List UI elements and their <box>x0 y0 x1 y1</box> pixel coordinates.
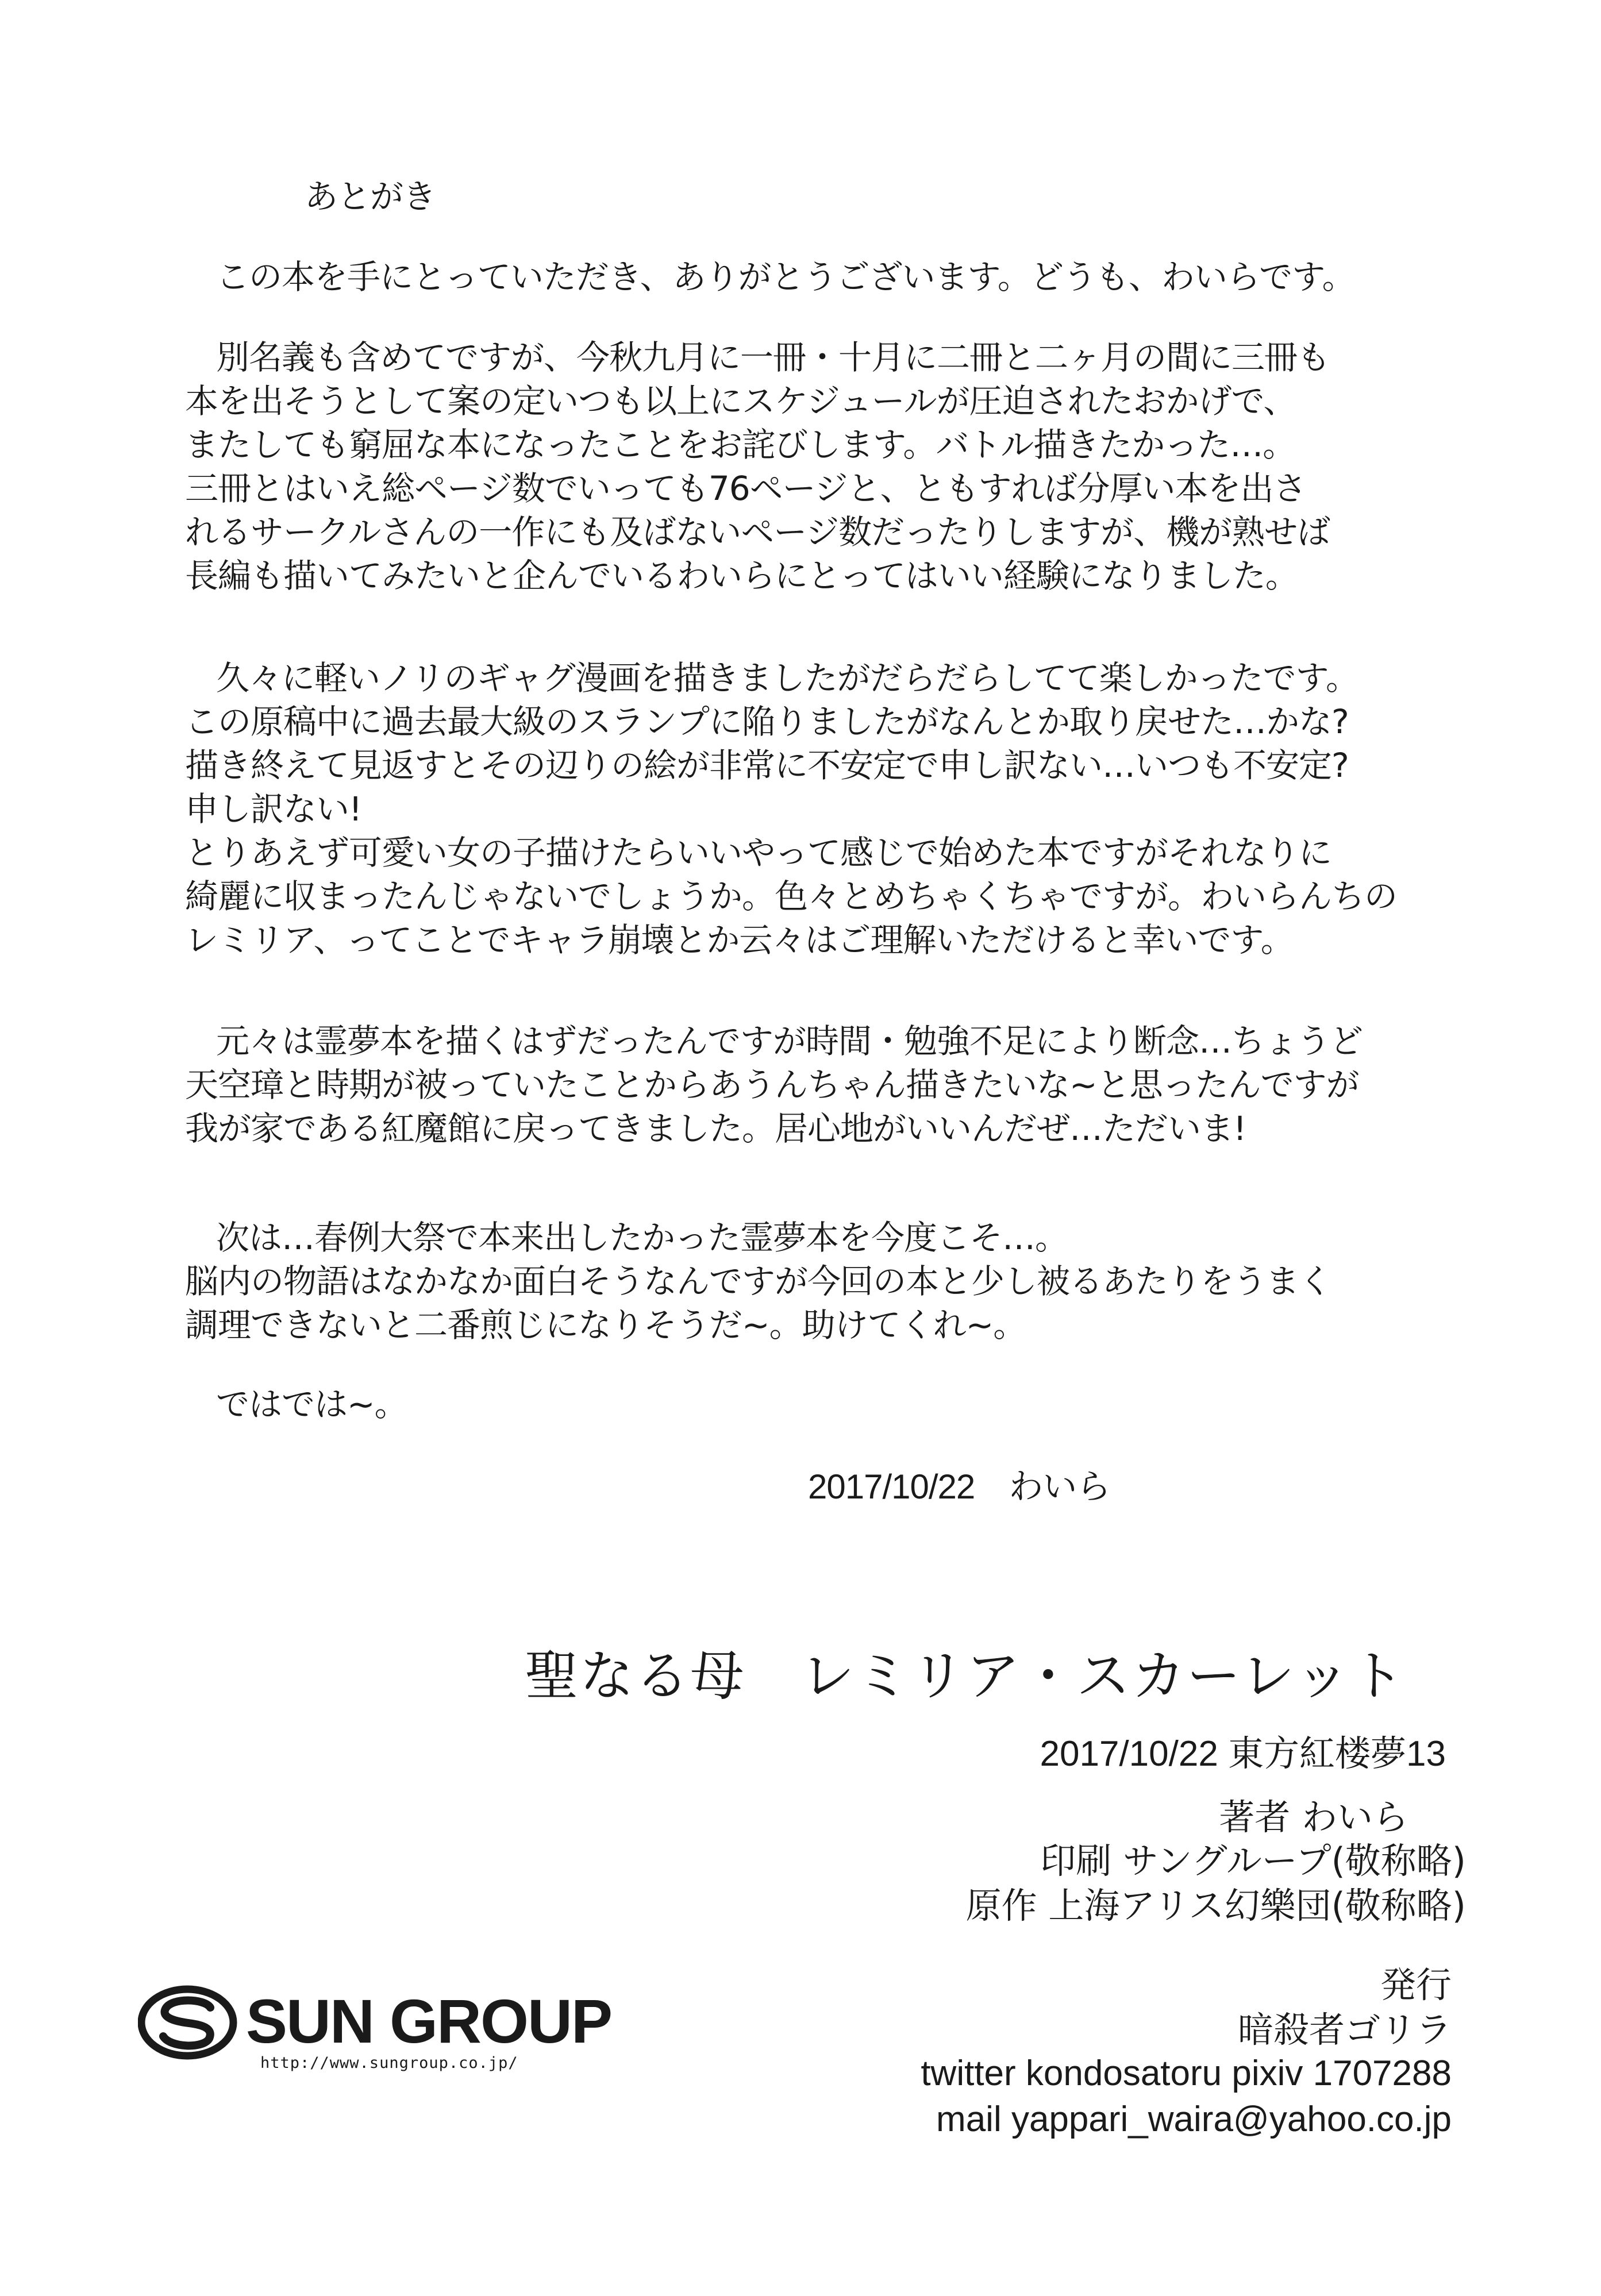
afterword-line: 長編も描いてみたいと企んでいるわいらにとってはいい経験になりました。 <box>185 556 1298 595</box>
afterword-line: またしても窮屈な本になったことをお詫びします。バトル描きたかった…。 <box>185 425 1296 464</box>
publisher-name: 暗殺者ゴリラ <box>1237 2009 1452 2051</box>
afterword-line: とりあえず可愛い女の子描けたらいいやって感じで始めた本ですがそれなりに <box>185 833 1332 872</box>
afterword-line: 本を出そうとして案の定いつも以上にスケジュールが圧迫されたおかげで、 <box>185 382 1296 421</box>
afterword-line: 元々は霊夢本を描くはずだったんですが時間・勉強不足により断念…ちょうど <box>216 1022 1363 1061</box>
afterword-heading: あとがき <box>305 177 436 216</box>
afterword-line: 脳内の物語はなかなか面白そうなんですが今回の本と少し被るあたりをうまく <box>185 1262 1332 1301</box>
afterword-line: この原稿中に過去最大級のスランプに陥りましたがなんとか取り戻せた…かな? <box>185 702 1349 741</box>
original-credit: 原作 上海アリス幻樂団(敬称略) <box>965 1885 1466 1927</box>
afterword-line: 描き終えて見返すとその辺りの絵が非常に不安定で申し訳ない…いつも不安定? <box>185 746 1349 785</box>
afterword-line: れるサークルさんの一作にも及ばないページ数だったりしますが、機が熟せば <box>185 513 1330 552</box>
afterword-line: 申し訳ない! <box>185 789 362 829</box>
afterword-line: 久々に軽いノリのギャグ漫画を描きましたがだらだらしてて楽しかったです。 <box>216 658 1359 698</box>
afterword-line: 調理できないと二番煎じになりそうだ~。助けてくれ~。 <box>185 1305 1026 1345</box>
mail-address: mail yappari_waira@yahoo.co.jp <box>936 2099 1452 2139</box>
event-info: 2017/10/22 東方紅楼夢13 <box>1040 1734 1446 1774</box>
afterword-line: 三冊とはいえ総ページ数でいっても76ページと、ともすれば分厚い本を出さ <box>185 469 1306 508</box>
twitter-pixiv: twitter kondosatoru pixiv 1707288 <box>921 2054 1452 2093</box>
author-credit: 著者 わいら <box>1219 1796 1408 1838</box>
afterword-line: レミリア、ってことでキャラ崩壊とか云々はご理解いただけると幸いです。 <box>185 920 1294 960</box>
afterword-line: ではでは~。 <box>216 1385 407 1424</box>
book-title: 聖なる母 レミリア・スカーレット <box>524 1645 1406 1708</box>
publisher-label: 発行 <box>1380 1964 1452 2006</box>
logo-name: SUN GROUP <box>246 1986 612 2056</box>
afterword-line: 次は…春例大祭で本来出したかった霊夢本を今度こそ…。 <box>216 1218 1068 1257</box>
sun-group-logo-icon <box>138 1982 241 2068</box>
sun-group-logo <box>138 1982 638 2086</box>
afterword-line: 別名義も含めてですが、今秋九月に一冊・十月に二冊と二ヶ月の間に三冊も <box>216 338 1330 377</box>
afterword-signature: 2017/10/22 わいら <box>808 1467 1111 1506</box>
printer-credit: 印刷 サングループ(敬称略) <box>1040 1840 1466 1882</box>
afterword-line: 綺麗に収まったんじゃないでしょうか。色々とめちゃくちゃですが。わいらんちの <box>185 877 1398 916</box>
afterword-line: 我が家である紅魔館に戻ってきました。居心地がいいんだぜ…ただいま! <box>185 1109 1246 1148</box>
afterword-line: この本を手にとっていただき、ありがとうございます。どうも、わいらです。 <box>216 257 1355 296</box>
logo-url: http://www.sungroup.co.jp/ <box>260 2054 518 2072</box>
afterword-line: 天空璋と時期が被っていたことからあうんちゃん描きたいな~と思ったんですが <box>185 1065 1359 1104</box>
